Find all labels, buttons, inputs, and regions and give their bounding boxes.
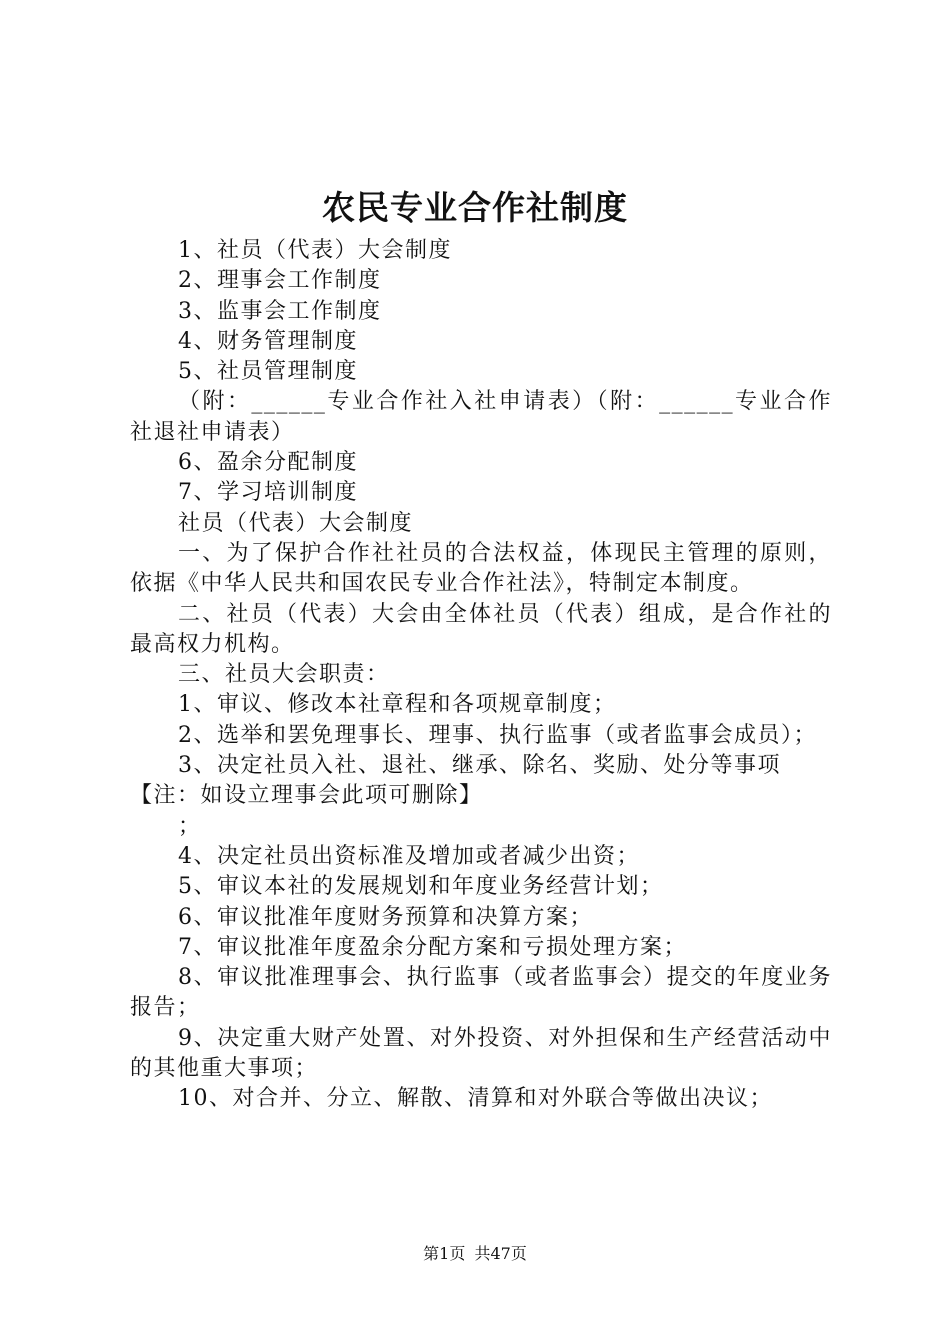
paragraph: 6、盈余分配制度 [178, 450, 358, 476]
section-heading: 社员（代表）大会制度 [178, 510, 414, 536]
paragraph: 1、审议、修改本社章程和各项规章制度； [178, 692, 617, 718]
paragraph: 6、审议批准年度财务预算和决算方案； [178, 904, 593, 930]
paragraph: 7、学习培训制度 [178, 480, 358, 506]
paragraph: 3、决定社员入社、退社、继承、除名、奖励、处分等事项 [178, 753, 781, 779]
paragraph: 10、对合并、分立、解散、清算和对外联合等做出决议； [178, 1086, 773, 1112]
paragraph: 4、决定社员出资标准及增加或者减少出资； [178, 843, 640, 869]
document-title: 农民专业合作社制度 [322, 188, 628, 227]
paragraph: 2、选举和罢免理事长、理事、执行监事（或者监事会成员）； [178, 722, 817, 748]
page-number: 第1页 [423, 1244, 466, 1263]
paragraph: 三、社员大会职责： [178, 662, 390, 688]
paragraph: 8、审议批准理事会、执行监事（或者监事会）提交的年度业务报告； [130, 965, 832, 1021]
paragraph: 3、监事会工作制度 [178, 298, 382, 324]
note: 【注：如设立理事会此项可删除】 [130, 783, 483, 809]
document-body [130, 236, 832, 1115]
paragraph: 一、为了保护合作社社员的合法权益，体现民主管理的原则，依据《中华人民共和国农民专业合作社法》，特制定本制度。 [130, 540, 832, 597]
paragraph: 7、审议批准年度盈余分配方案和亏损处理方案； [178, 934, 687, 960]
paragraph: 2、理事会工作制度 [178, 268, 382, 294]
paragraph: 5、社员管理制度 [178, 359, 358, 385]
paragraph: ； [178, 813, 202, 839]
page-footer [0, 1243, 950, 1265]
paragraph: 9、决定重大财产处置、对外投资、对外担保和生产经营活动中的其他重大事项； [130, 1025, 832, 1082]
paragraph: （附：______专业合作社入社申请表）（附：______专业合作社退社申请表） [130, 389, 832, 445]
page-total: 共47页 [474, 1244, 527, 1263]
paragraph: 4、财务管理制度 [178, 328, 358, 354]
paragraph: 二、社员（代表）大会由全体社员（代表）组成，是合作社的最高权力机构。 [130, 601, 832, 657]
paragraph: 1、社员（代表）大会制度 [178, 238, 452, 263]
paragraph: 5、审议本社的发展规划和年度业务经营计划； [178, 874, 664, 900]
